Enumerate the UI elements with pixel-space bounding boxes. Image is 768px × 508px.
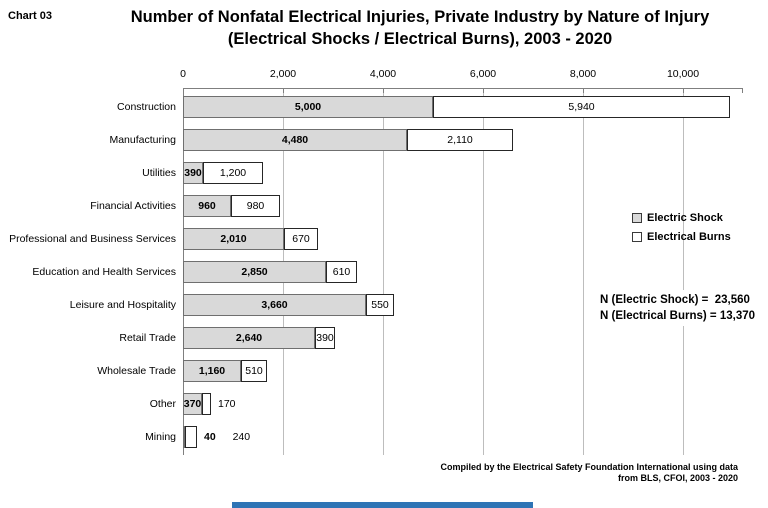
totals-annotation xyxy=(600,290,759,326)
category-label: Utilities xyxy=(142,167,176,179)
category-label: Manufacturing xyxy=(109,134,176,146)
electric-shock-swatch-icon xyxy=(632,213,642,223)
x-tick-label: 8,000 xyxy=(569,68,597,80)
chart-number-label: Chart 03 xyxy=(8,10,53,22)
value-label-electric-shock: 960 xyxy=(198,200,216,212)
electrical-burns-swatch-icon xyxy=(632,232,642,242)
value-label-electrical-burns: 550 xyxy=(371,299,389,311)
value-label-electric-shock: 4,480 xyxy=(281,134,309,146)
x-tick-label: 10,000 xyxy=(666,68,700,80)
x-axis-line xyxy=(183,88,742,89)
bar-electrical-burns xyxy=(202,393,211,415)
value-label-electrical-burns: 1,200 xyxy=(219,167,247,179)
value-label-electric-shock: 370 xyxy=(183,398,202,410)
value-label-electric-shock: 2,010 xyxy=(220,233,247,245)
legend-item-electrical-burns xyxy=(632,231,731,243)
x-tick-label: 6,000 xyxy=(469,68,497,80)
chart-title-line1: Number of Nonfatal Electrical Injuries, Private Industry by Nature of Injury xyxy=(130,8,710,26)
value-label-electrical-burns: 240 xyxy=(232,431,251,443)
value-label-electrical-burns: 980 xyxy=(246,200,265,212)
x-tick-mark xyxy=(742,88,743,93)
value-label-electrical-burns: 5,940 xyxy=(568,101,595,113)
category-label: Other xyxy=(149,398,176,410)
attribution-line2: from BLS, CFOI, 2003 - 2020 xyxy=(617,473,738,483)
legend-label-electrical-burns: Electrical Burns xyxy=(647,231,731,243)
x-tick-label: 2,000 xyxy=(269,68,297,80)
x-tick-label: 4,000 xyxy=(369,68,397,80)
chart-title-line2: (Electrical Shocks / Electrical Burns), 2003 - 2020 xyxy=(227,30,613,48)
source-attribution xyxy=(320,462,738,484)
value-label-electric-shock: 390 xyxy=(184,167,202,179)
value-label-electric-shock: 1,160 xyxy=(198,365,226,377)
category-label: Wholesale Trade xyxy=(97,365,176,377)
value-label-electrical-burns: 170 xyxy=(218,398,236,410)
category-label: Mining xyxy=(145,431,176,443)
x-gridline xyxy=(683,88,684,455)
legend-label-electric-shock: Electric Shock xyxy=(647,212,723,224)
legend xyxy=(632,212,731,250)
value-label-electrical-burns: 390 xyxy=(316,332,334,344)
n-electrical-burns: N (Electrical Burns) = 13,370 xyxy=(600,310,756,322)
x-tick-label: 0 xyxy=(180,68,186,80)
value-label-electric-shock: 40 xyxy=(204,431,216,443)
n-electric-shock: N (Electric Shock) = 23,560 xyxy=(600,294,750,306)
x-gridline xyxy=(583,88,584,455)
value-label-electric-shock: 5,000 xyxy=(294,101,322,113)
value-label-electrical-burns: 510 xyxy=(245,365,263,377)
legend-item-electric-shock xyxy=(632,212,731,224)
value-label-electric-shock: 3,660 xyxy=(261,299,288,311)
category-label: Financial Activities xyxy=(90,200,176,212)
value-label-electrical-burns: 670 xyxy=(292,233,310,245)
value-label-electrical-burns: 2,110 xyxy=(447,134,473,146)
category-label: Retail Trade xyxy=(119,332,176,344)
value-label-electric-shock: 2,850 xyxy=(241,266,268,278)
bottom-accent-bar xyxy=(232,502,533,508)
value-label-electric-shock: 2,640 xyxy=(235,332,263,344)
category-label: Construction xyxy=(117,101,176,113)
bar-electrical-burns xyxy=(185,426,197,448)
value-label-electrical-burns: 610 xyxy=(332,266,351,278)
attribution-line1: Compiled by the Electrical Safety Foundation International using data xyxy=(440,462,738,472)
category-label: Leisure and Hospitality xyxy=(69,299,176,311)
category-label: Professional and Business Services xyxy=(9,233,176,245)
category-label: Education and Health Services xyxy=(32,266,176,278)
